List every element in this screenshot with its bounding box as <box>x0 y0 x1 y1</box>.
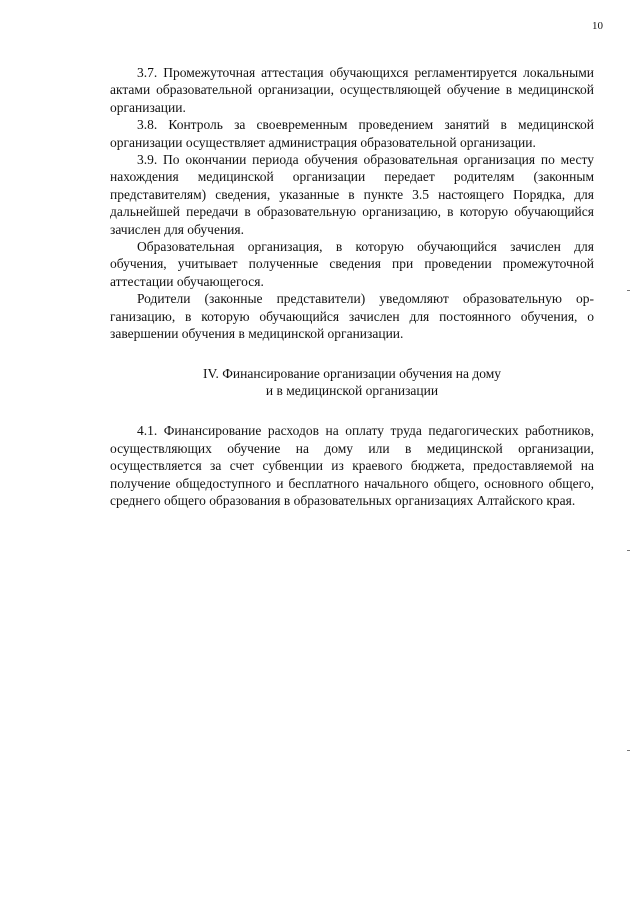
document-body <box>110 64 594 509</box>
section-4-title-line-2: и в медицинской организации <box>265 382 439 398</box>
paragraph-3-9: 3.9. По окончании периода обучения образовательная организация по месту нахождения медицинской организации передает родителям (законным представителям) сведения, указанные в пункте 3.5 настоящего Порядка, для дальнейшей передачи в образовательную организацию, в которую обучающийся зачислен для обучения. <box>110 152 594 237</box>
scan-edge-mark <box>627 290 630 291</box>
paragraph-parents-notify: Родители (законные представители) уведомляют образовательную организацию, в которую обучающийся зачислен для постоянного обучения, о завершении обучения в медицинской организации. <box>110 291 594 342</box>
paragraph-education-organization: Образовательная организация, в которую обучающийся зачислен для обучения, учитывает полученные сведения при проведении промежуточной аттестации обучающегося. <box>110 239 594 289</box>
page-number: 10 <box>592 20 603 32</box>
section-4-heading <box>110 365 594 400</box>
paragraph-3-7: 3.7. Промежуточная аттестация обучающихся регламентируется локальными актами образовательной организации, осуществляющей обучение в медицинской организации. <box>110 65 594 115</box>
paragraph-4-1: 4.1. Финансирование расходов на оплату труда педагогических работников, осуществляющих обучение на дому или в медицинской организации, осуществляется за счет субвенции из краевого бюджета, предоставляемой на получение общедоступного и бесплатного начального общего, основного общего, среднего общего образования в образовательных организациях Алтайского края. <box>110 423 594 508</box>
scan-edge-mark <box>627 550 630 551</box>
paragraph-3-8: 3.8. Контроль за своевременным проведением занятий в медицинской организации осуществляет администрация образовательной организации. <box>110 117 594 150</box>
scan-edge-mark <box>627 750 630 751</box>
section-4-title-line-1: IV. Финансирование организации обучения на дому <box>202 365 502 381</box>
